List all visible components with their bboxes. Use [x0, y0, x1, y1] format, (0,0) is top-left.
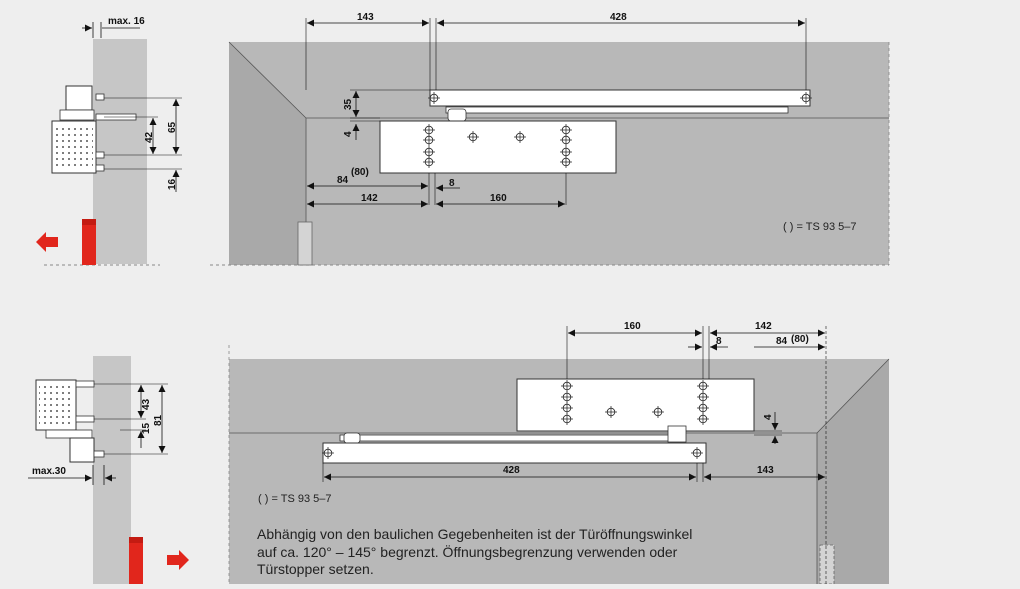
- bottom-side-max-label: max.30: [32, 466, 66, 477]
- top-guide-rail: [430, 90, 810, 106]
- opening-angle-info: [257, 526, 817, 579]
- top-dim-160: 160: [490, 193, 507, 204]
- top-dim-35: 35: [343, 98, 354, 110]
- top-frame-profile: [93, 39, 147, 264]
- bottom-closer-front-body: [517, 379, 754, 431]
- top-side-view: [36, 16, 182, 265]
- bottom-dim-80: (80): [791, 334, 809, 345]
- top-side-max-label: max. 16: [108, 16, 145, 27]
- top-dim-80: (80): [351, 167, 369, 178]
- bottom-slider-arm: [340, 435, 685, 441]
- top-dim-4: 4: [343, 131, 354, 137]
- top-model-note: ( ) = TS 93 5–7: [783, 221, 857, 233]
- bottom-side-dim-81: 81: [153, 414, 164, 426]
- bottom-dim-143: 143: [757, 465, 774, 476]
- bottom-side-view: [28, 356, 189, 584]
- bottom-dim-84: 84: [776, 336, 788, 347]
- bottom-side-dim-15: 15: [141, 422, 152, 434]
- top-side-door-stop: [82, 219, 96, 265]
- bottom-side-door-stop: [129, 537, 143, 584]
- bottom-direction-arrow: [167, 550, 189, 570]
- top-closer-front-body: [380, 121, 616, 173]
- top-side-dim-42: 42: [144, 131, 155, 143]
- bottom-dim-428: 428: [503, 465, 520, 476]
- top-dim-142: 142: [361, 193, 378, 204]
- top-direction-arrow: [36, 232, 58, 252]
- top-front-door-stop: [298, 222, 312, 265]
- bottom-guide-rail: [323, 443, 706, 463]
- top-front-view: [210, 12, 889, 265]
- bottom-dim-4: 4: [763, 414, 774, 420]
- bottom-dim-8: 8: [716, 336, 722, 347]
- info-line-2: auf ca. 120° – 145° begrenzt. Öffnungsbegrenzung verwenden oder: [257, 543, 678, 560]
- bottom-dim-142: 142: [755, 321, 772, 332]
- top-side-dim-16: 16: [167, 178, 178, 190]
- bottom-front-door-stop: [820, 545, 834, 584]
- bottom-frame-profile: [93, 356, 131, 584]
- bottom-model-note: ( ) = TS 93 5–7: [258, 493, 332, 505]
- top-side-dim-65: 65: [167, 121, 178, 133]
- bottom-arm-bracket: [70, 438, 94, 462]
- top-dim-84: 84: [337, 175, 349, 186]
- top-dim-143: 143: [357, 12, 374, 23]
- info-line-1: Abhängig von den baulichen Gegebenheiten ist der Türöffnungswinkel: [257, 526, 693, 542]
- bottom-dim-160: 160: [624, 321, 641, 332]
- top-arm-bracket: [66, 86, 92, 110]
- top-dim-428: 428: [610, 12, 627, 23]
- top-slider-arm: [446, 107, 788, 113]
- info-line-3: Türstopper setzen.: [257, 561, 374, 577]
- top-dim-8: 8: [449, 178, 455, 189]
- bottom-side-dim-43: 43: [141, 398, 152, 410]
